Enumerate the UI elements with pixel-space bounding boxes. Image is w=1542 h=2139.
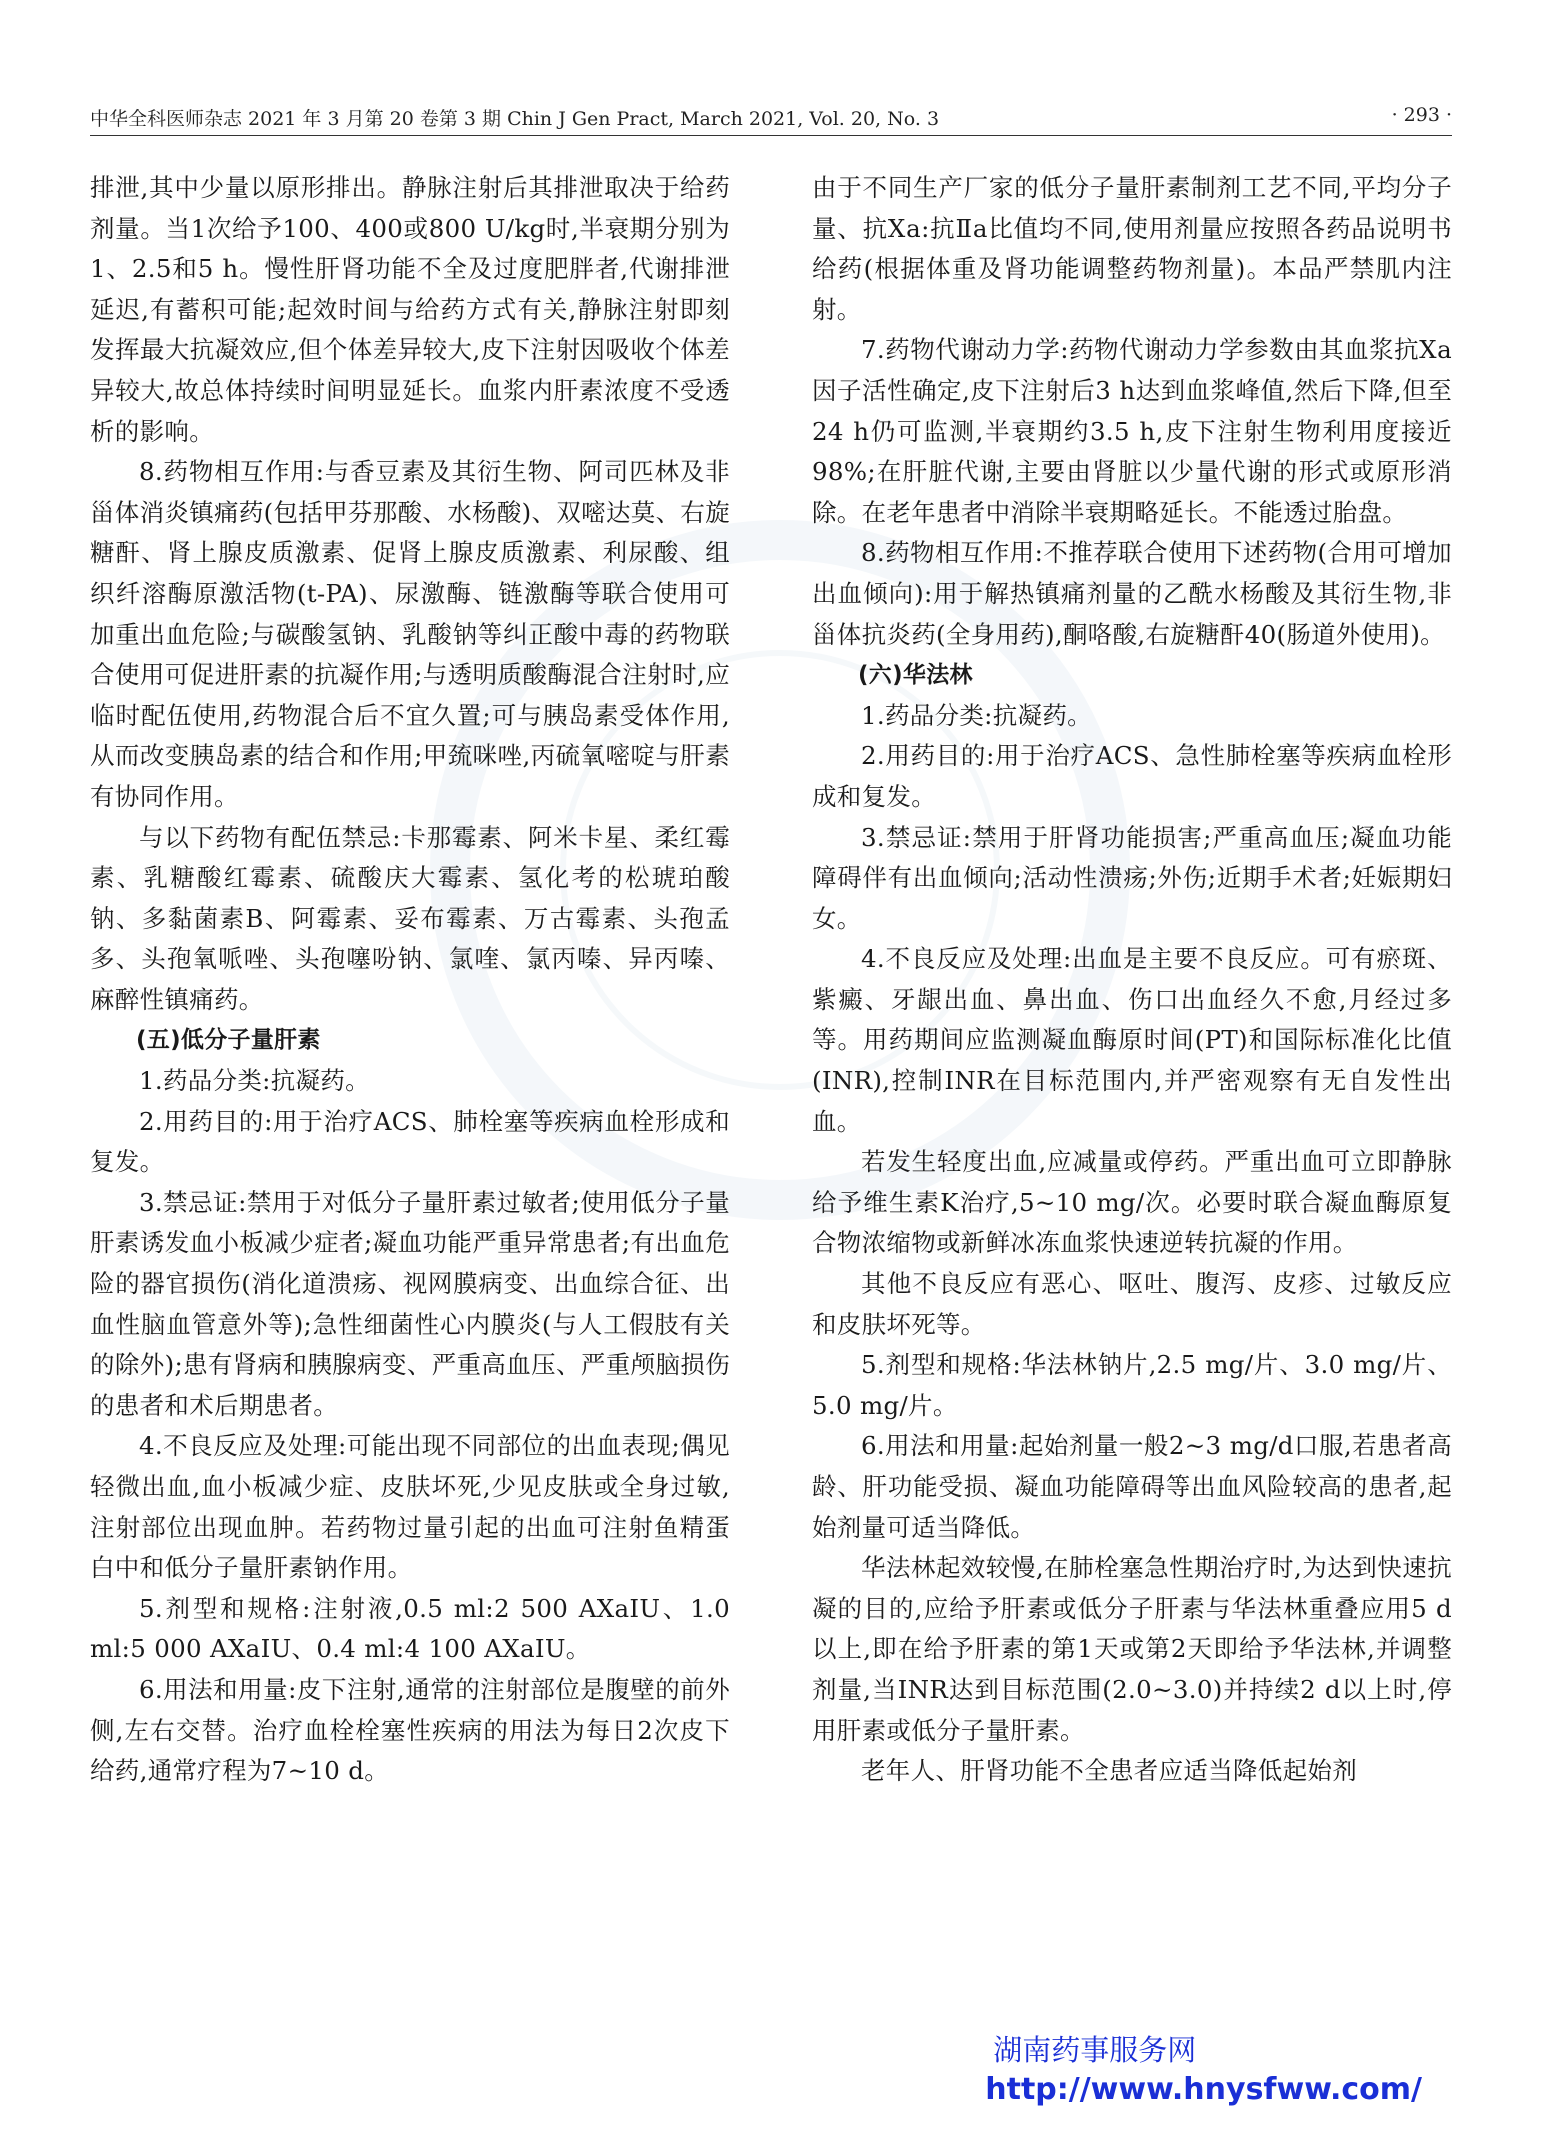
- paragraph: 由于不同生产厂家的低分子量肝素制剂工艺不同,平均分子量、抗Ⅹa:抗Ⅱa比值均不同,使用剂量应按照各药品说明书给药(根据体重及肾功能调整药物剂量)。本品严禁肌内注射。: [812, 173, 1452, 324]
- site-watermark: [985, 2030, 1422, 2110]
- paragraph: 与以下药物有配伍禁忌:卡那霉素、阿米卡星、柔红霉素、乳糖酸红霉素、硫酸庆大霉素、氢化考的松琥珀酸钠、多黏菌素B、阿霉素、妥布霉素、万古霉素、头孢孟多、头孢氧哌唑、头孢噻吩钠、氯喹、氯丙嗪、异丙嗪、麻醉性镇痛药。: [90, 822, 730, 1014]
- site-url-link[interactable]: http://www.hnysfww.com/: [985, 2072, 1422, 2107]
- page-number: · 293 ·: [1391, 104, 1452, 126]
- paragraph: 7.药物代谢动力学:药物代谢动力学参数由其血浆抗Ⅹa因子活性确定,皮下注射后3 h达到血浆峰值,然后下降,但至24 h仍可监测,半衰期约3.5 h,皮下注射生物利用度接近98%;在肝脏代谢,主要由肾脏以少量代谢的形式或原形消除。在老年患者中消除半衰期略延长。不能透过胎盘。: [812, 335, 1452, 527]
- paragraph: 其他不良反应有恶心、呕吐、腹泻、皮疹、过敏反应和皮肤坏死等。: [812, 1269, 1452, 1339]
- left-column: [90, 168, 730, 1792]
- paragraph: 3.禁忌证:禁用于对低分子量肝素过敏者;使用低分子量肝素诱发血小板减少症者;凝血功能严重异常患者;有出血危险的器官损伤(消化道溃疡、视网膜病变、出血综合征、出血性脑血管意外等);急性细菌性心内膜炎(与人工假肢有关的除外);患有肾病和胰腺病变、严重高血压、严重颅脑损伤的患者和术后期患者。: [90, 1187, 730, 1420]
- section-heading: (六)华法林: [858, 662, 973, 689]
- header-rule: [90, 135, 1452, 136]
- right-column: [812, 168, 1452, 1792]
- paragraph: 1.药品分类:抗凝药。: [861, 700, 1092, 730]
- paragraph: 6.用法和用量:起始剂量一般2~3 mg/d口服,若患者高龄、肝功能受损、凝血功能障碍等出血风险较高的患者,起始剂量可适当降低。: [812, 1431, 1452, 1542]
- paragraph: 2.用药目的:用于治疗ACS、肺栓塞等疾病血栓形成和复发。: [90, 1106, 730, 1177]
- journal-citation: 中华全科医师杂志 2021 年 3 月第 20 卷第 3 期 Chin J Gen Pract, March 2021, Vol. 20, No. 3: [90, 108, 940, 130]
- site-name: 湖南药事服务网: [993, 2033, 1197, 2067]
- paragraph: 华法林起效较慢,在肺栓塞急性期治疗时,为达到快速抗凝的目的,应给予肝素或低分子肝素与华法林重叠应用5 d以上,即在给予肝素的第1天或第2天即给予华法林,并调整剂量,当INR达到目标范围(2.0~3.0)并持续2 d以上时,停用肝素或低分子量肝素。: [812, 1553, 1452, 1745]
- paragraph: 5.剂型和规格:注射液,0.5 ml:2 500 AXaIU、1.0 ml:5 000 AXaIU、0.4 ml:4 100 AXaIU。: [90, 1593, 730, 1664]
- paragraph: 3.禁忌证:禁用于肝肾功能损害;严重高血压;凝血功能障碍伴有出血倾向;活动性溃疡;外伤;近期手术者;妊娠期妇女。: [812, 822, 1452, 933]
- paragraph: 8.药物相互作用:不推荐联合使用下述药物(合用可增加出血倾向):用于解热镇痛剂量的乙酰水杨酸及其衍生物,非甾体抗炎药(全身用药),酮咯酸,右旋糖酐40(肠道外使用)。: [812, 538, 1452, 649]
- paragraph: 5.剂型和规格:华法林钠片,2.5 mg/片、3.0 mg/片、5.0 mg/片。: [812, 1350, 1452, 1420]
- paragraph: 2.用药目的:用于治疗ACS、急性肺栓塞等疾病血栓形成和复发。: [812, 741, 1452, 811]
- paragraph: 4.不良反应及处理:可能出现不同部位的出血表现;偶见轻微出血,血小板减少症、皮肤坏死,少见皮肤或全身过敏,注射部位出现血肿。若药物过量引起的出血可注射鱼精蛋白中和低分子量肝素钠作用。: [90, 1431, 730, 1583]
- running-header: [90, 96, 1452, 136]
- paragraph: 1.药品分类:抗凝药。: [139, 1066, 370, 1096]
- section-heading: (五)低分子量肝素: [136, 1027, 321, 1054]
- paragraph: 若发生轻度出血,应减量或停药。严重出血可立即静脉给予维生素K治疗,5~10 mg/次。必要时联合凝血酶原复合物浓缩物或新鲜冰冻血浆快速逆转抗凝的作用。: [812, 1147, 1452, 1258]
- paragraph: 6.用法和用量:皮下注射,通常的注射部位是腹壁的前外侧,左右交替。治疗血栓栓塞性疾病的用法为每日2次皮下给药,通常疗程为7~10 d。: [90, 1674, 730, 1786]
- paragraph: 排泄,其中少量以原形排出。静脉注射后其排泄取决于给药剂量。当1次给予100、400或800 U/kg时,半衰期分别为1、2.5和5 h。慢性肝肾功能不全及过度肥胖者,代谢排泄延迟,有蓄积可能;起效时间与给药方式有关,静脉注射即刻发挥最大抗凝效应,但个体差异较大,皮下注射因吸收个体差异较大,故总体持续时间明显延长。血浆内肝素浓度不受透析的影响。: [90, 173, 730, 446]
- paragraph: 8.药物相互作用:与香豆素及其衍生物、阿司匹林及非甾体消炎镇痛药(包括甲芬那酸、水杨酸)、双嘧达莫、右旋糖酐、肾上腺皮质激素、促肾上腺皮质激素、利尿酸、组织纤溶酶原激活物(t-PA)、尿激酶、链激酶等联合使用可加重出血危险;与碳酸氢钠、乳酸钠等纠正酸中毒的药物联合使用可促进肝素的抗凝作用;与透明质酸酶混合注射时,应临时配伍使用,药物混合后不宜久置;可与胰岛素受体作用,从而改变胰岛素的结合和作用;甲巯咪唑,丙硫氧嘧啶与肝素有协同作用。: [90, 457, 730, 811]
- paragraph: 4.不良反应及处理:出血是主要不良反应。可有瘀斑、紫癜、牙龈出血、鼻出血、伤口出血经久不愈,月经过多等。用药期间应监测凝血酶原时间(PT)和国际标准化比值(INR),控制INR在目标范围内,并严密观察有无自发性出血。: [812, 944, 1452, 1136]
- paragraph: 老年人、肝肾功能不全患者应适当降低起始剂: [861, 1756, 1357, 1786]
